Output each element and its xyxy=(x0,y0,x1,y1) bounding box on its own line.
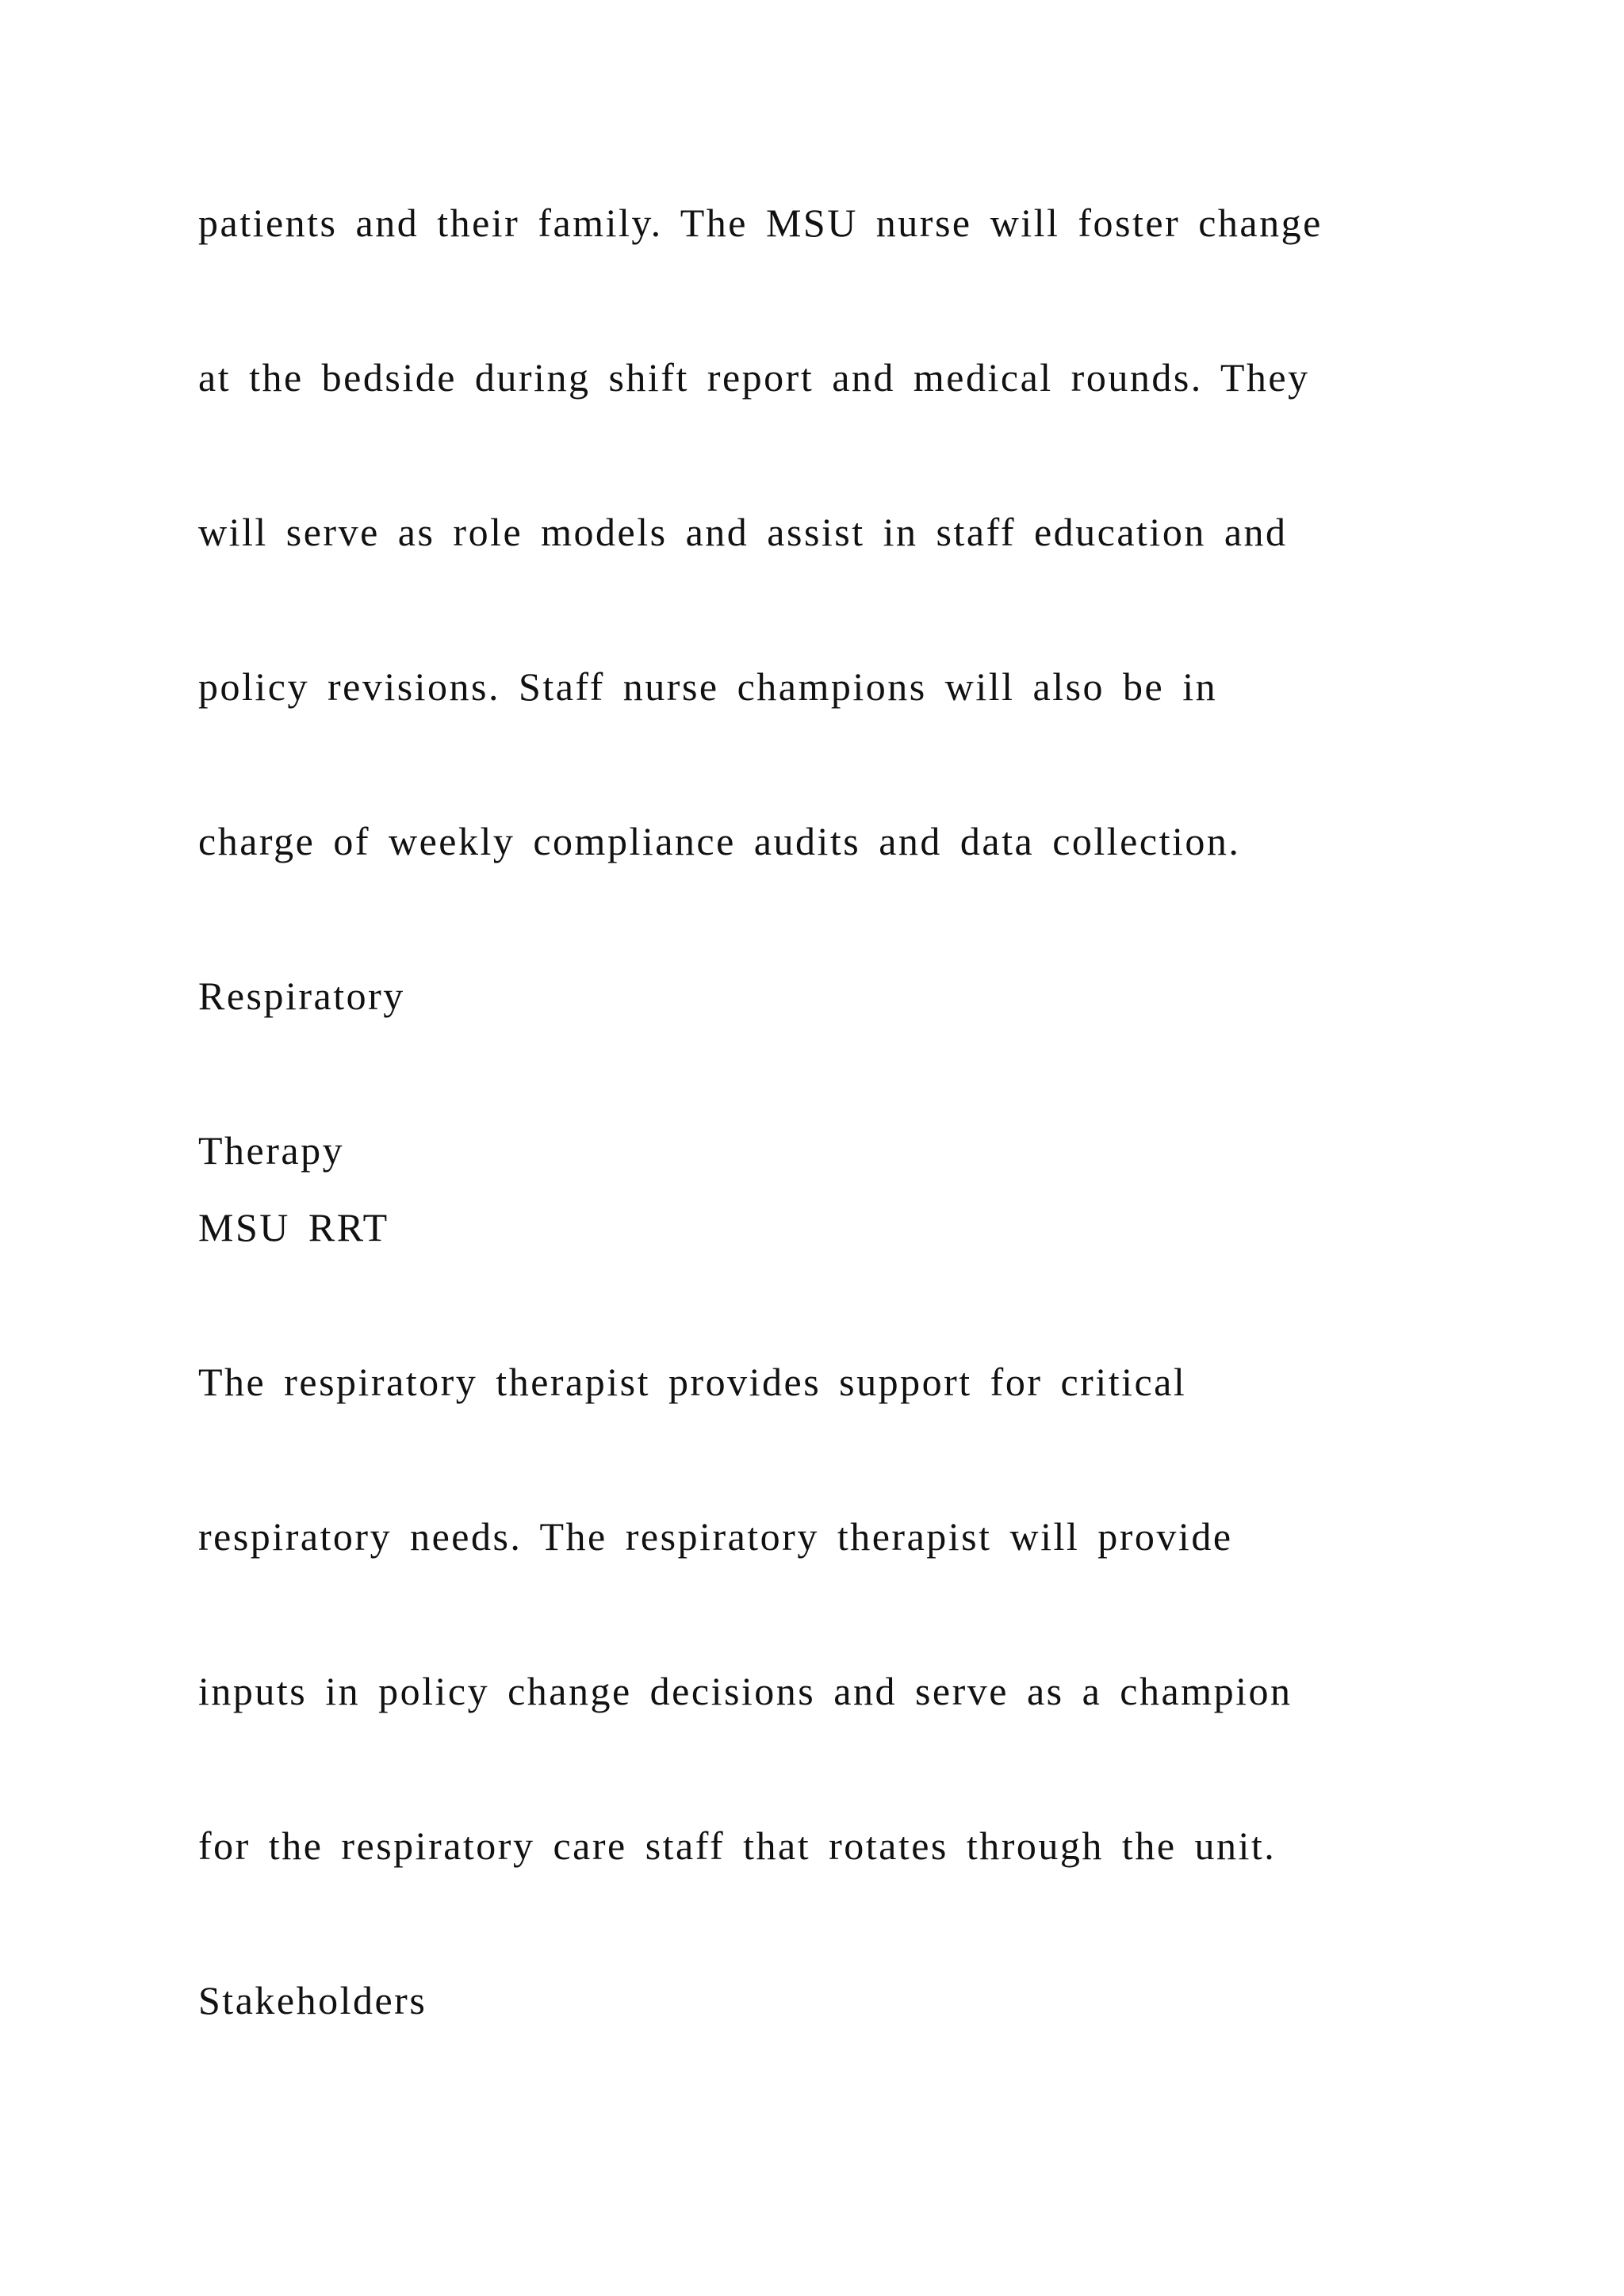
role-label-line: Therapy xyxy=(198,1128,345,1173)
role-abbreviation-line: MSU RRT xyxy=(198,1205,389,1249)
body-text-line: at the bedside during shift report and medical rounds. They xyxy=(198,355,1310,400)
body-text-line: respiratory needs. The respiratory therapist will provide xyxy=(198,1514,1233,1559)
body-text-line: will serve as role models and assist in staff education and xyxy=(198,510,1288,554)
body-text-line: policy revisions. Staff nurse champions will also be in xyxy=(198,664,1218,709)
body-text-line: patients and their family. The MSU nurse will foster change xyxy=(198,201,1323,245)
body-text-line: for the respiratory care staff that rotates through the unit. xyxy=(198,1823,1277,1868)
body-text-line: charge of weekly compliance audits and data collection. xyxy=(198,819,1241,863)
role-label-line: Respiratory xyxy=(198,974,405,1018)
body-text-line: The respiratory therapist provides support for critical xyxy=(198,1360,1187,1404)
body-text-line: inputs in policy change decisions and serve as a champion xyxy=(198,1669,1293,1713)
section-heading-stakeholders: Stakeholders xyxy=(198,1978,427,2022)
